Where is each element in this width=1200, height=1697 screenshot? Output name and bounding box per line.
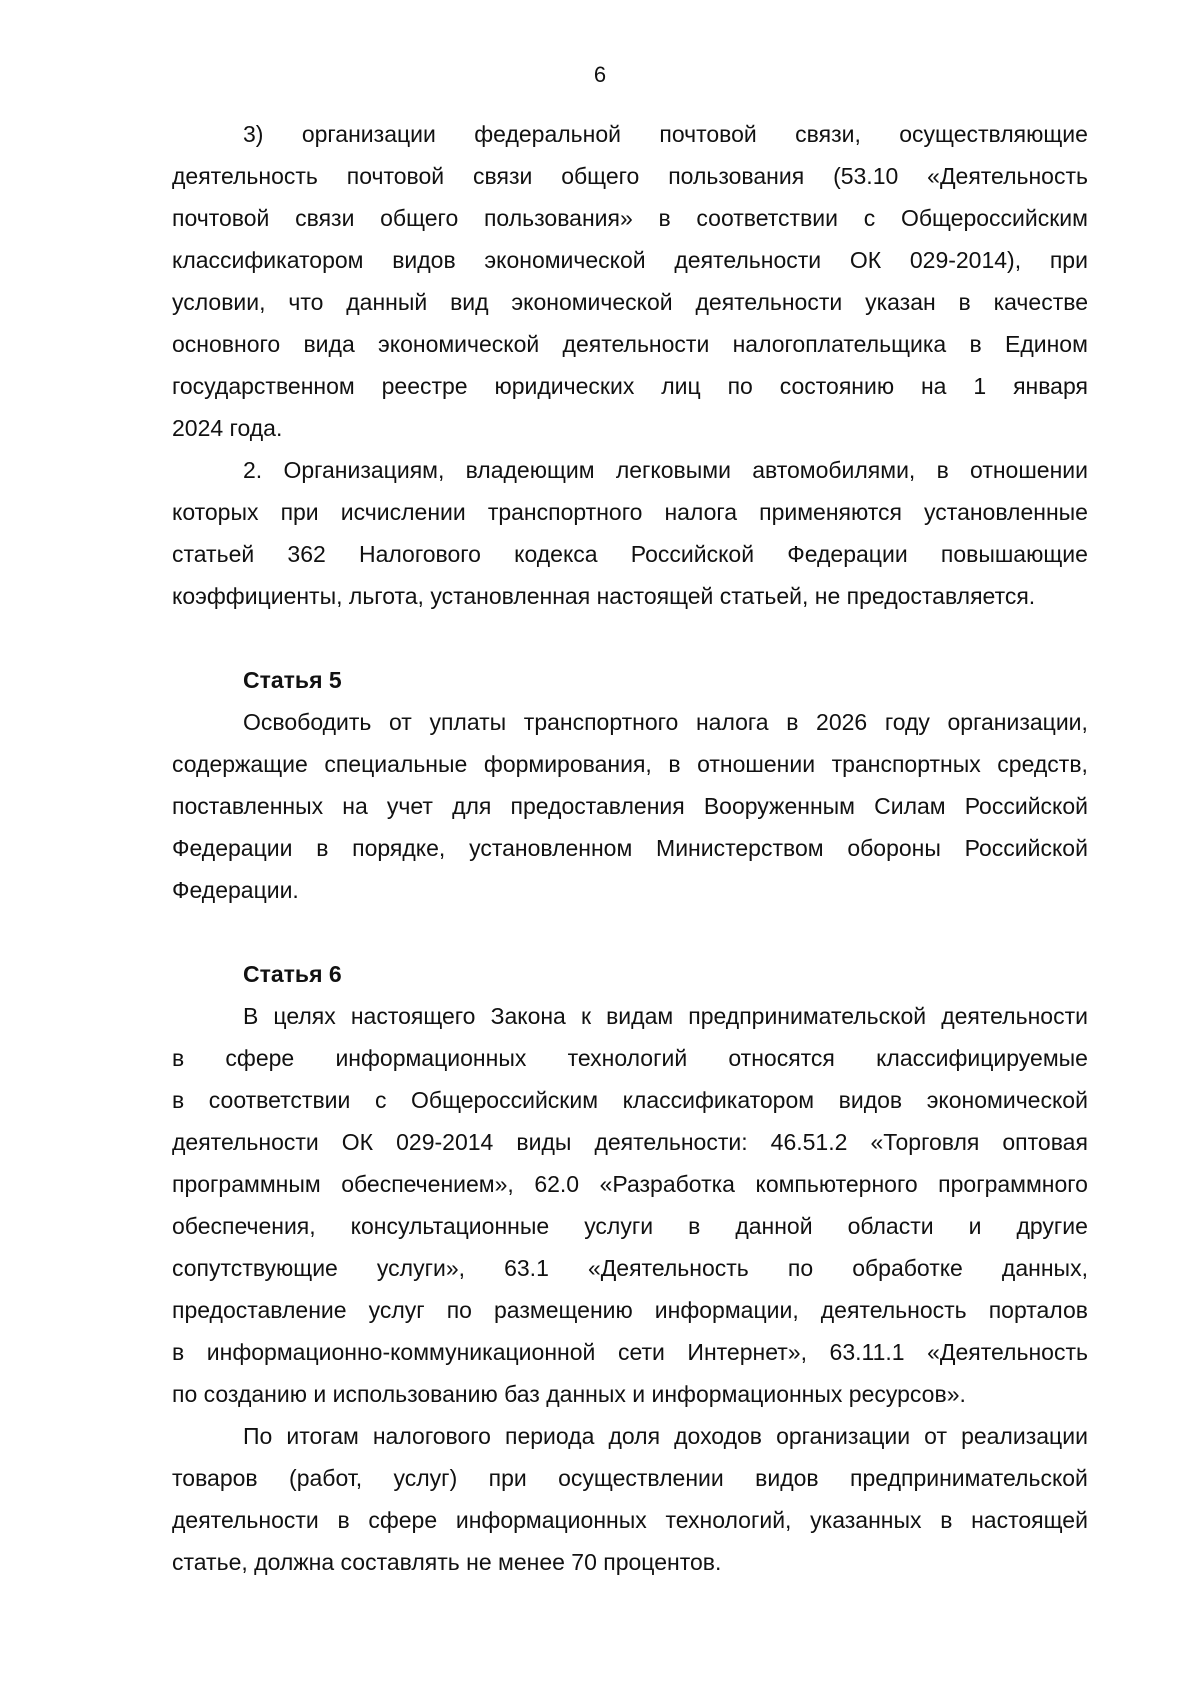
document-body	[172, 113, 1088, 1583]
paragraph	[172, 701, 1088, 911]
text-line: в информационно-коммуникационной сети Интернет», 63.11.1 «Деятельность	[172, 1339, 1088, 1365]
text-line: поставленных на учет для предоставления Вооруженным Силам Российской	[172, 793, 1088, 819]
text-line: коэффициенты, льгота, установленная настоящей статьей, не предоставляется.	[172, 583, 1036, 609]
article-heading: Статья 5	[243, 667, 342, 693]
text-line: 2024 года.	[172, 415, 283, 441]
paragraph	[172, 113, 1088, 449]
text-line: деятельности ОК 029-2014 виды деятельности: 46.51.2 «Торговля оптовая	[172, 1129, 1088, 1155]
text-line: предоставление услуг по размещению информации, деятельность порталов	[172, 1297, 1088, 1323]
text-line: 2. Организациям, владеющим легковыми автомобилями, в отношении	[243, 457, 1088, 483]
text-line: Федерации.	[172, 877, 299, 903]
text-line: Федерации в порядке, установленном Министерством обороны Российской	[172, 835, 1088, 861]
text-line: статье, должна составлять не менее 70 процентов.	[172, 1549, 722, 1575]
text-line: по созданию и использованию баз данных и информационных ресурсов».	[172, 1381, 966, 1407]
text-line: 3) организации федеральной почтовой связи, осуществляющие	[243, 121, 1088, 147]
text-line: программным обеспечением», 62.0 «Разработка компьютерного программного	[172, 1171, 1088, 1197]
text-line: товаров (работ, услуг) при осуществлении видов предпринимательской	[172, 1465, 1088, 1491]
section-gap	[172, 617, 1088, 659]
article-heading: Статья 6	[243, 961, 342, 987]
text-line: которых при исчислении транспортного налога применяются установленные	[172, 499, 1088, 525]
text-line: классификатором видов экономической деятельности ОК 029-2014), при	[172, 247, 1088, 273]
text-line: сопутствующие услуги», 63.1 «Деятельность по обработке данных,	[172, 1255, 1088, 1281]
text-line: деятельности в сфере информационных технологий, указанных в настоящей	[172, 1507, 1088, 1533]
text-line: почтовой связи общего пользования» в соответствии с Общероссийским	[172, 205, 1088, 231]
text-line: содержащие специальные формирования, в отношении транспортных средств,	[172, 751, 1088, 777]
text-line: в сфере информационных технологий относятся классифицируемые	[172, 1045, 1088, 1071]
text-line: статьей 362 Налогового кодекса Российской Федерации повышающие	[172, 541, 1088, 567]
paragraph	[172, 995, 1088, 1415]
text-line: По итогам налогового периода доля доходов организации от реализации	[243, 1423, 1088, 1449]
text-line: условии, что данный вид экономической деятельности указан в качестве	[172, 289, 1088, 315]
section-gap	[172, 911, 1088, 953]
page-number: 6	[593, 62, 607, 87]
text-line: обеспечения, консультационные услуги в данной области и другие	[172, 1213, 1088, 1239]
text-line: деятельность почтовой связи общего пользования (53.10 «Деятельность	[172, 163, 1088, 189]
text-line: основного вида экономической деятельности налогоплательщика в Едином	[172, 331, 1088, 357]
paragraph	[172, 449, 1088, 617]
text-line: в соответствии с Общероссийским классификатором видов экономической	[172, 1087, 1088, 1113]
text-line: государственном реестре юридических лиц по состоянию на 1 января	[172, 373, 1088, 399]
paragraph	[172, 1415, 1088, 1583]
text-line: Освободить от уплаты транспортного налога в 2026 году организации,	[243, 709, 1088, 735]
text-line: В целях настоящего Закона к видам предпринимательской деятельности	[243, 1003, 1088, 1029]
